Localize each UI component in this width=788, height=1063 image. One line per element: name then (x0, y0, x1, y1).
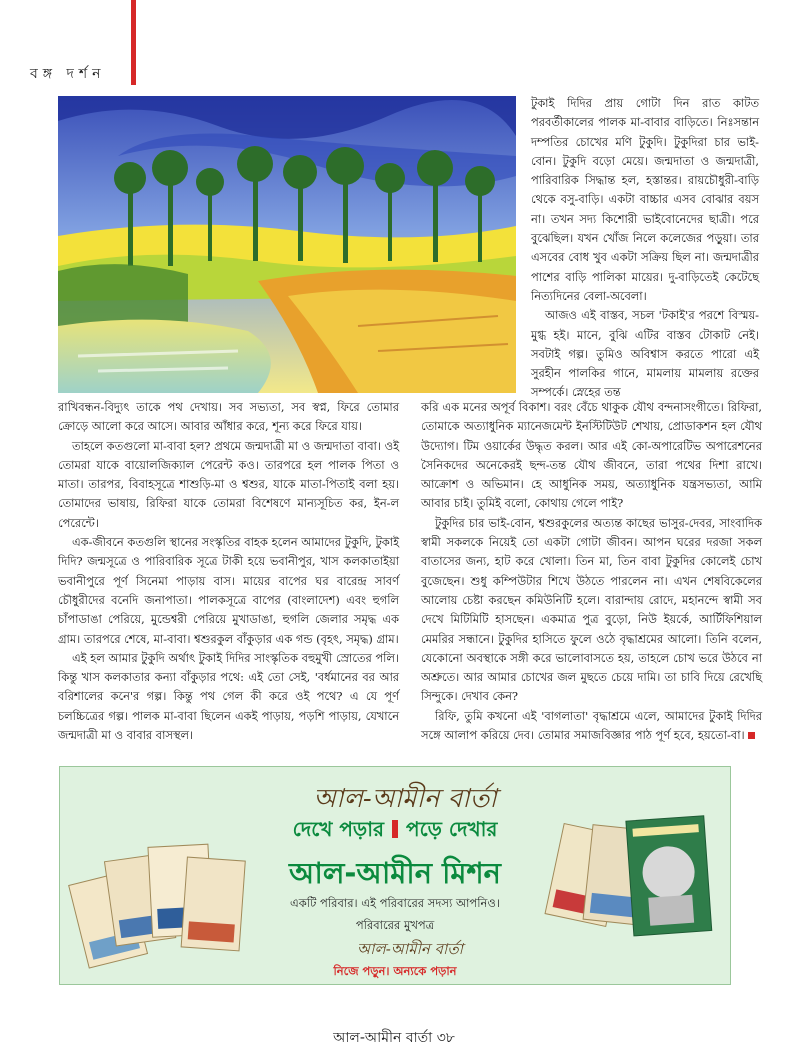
magazine-stack-left (66, 825, 251, 975)
article-right-column (531, 94, 759, 403)
magazine-stack-right (536, 809, 726, 979)
paragraph (421, 707, 762, 746)
article-middle-column (421, 398, 762, 745)
paragraph: এই হল আমার টুকুদি অর্থাৎ টুকাই দিদির সাংস্কৃতিক বহুমুখী স্রোতের পলি। কিন্তু খাস কলকাতার কন্যা বাঁকুড়ার পথে: এই তো সেই, 'বর্ধমানের বর আর বরিশালের কনে'র গল্প। কিন্তু পথ গেল কী করে ওই পথে? এ যে পূর্ণ চলচ্চিত্রের গল্প। পালক মা-বাবা ছিলেন একই পাড়ায়, পড়শি পাড়ায়, যেখানে জন্মদাত্রী মা ও বাবার বাসস্থল। (58, 650, 399, 743)
tagline-separator (392, 820, 398, 838)
tagline-part-2: পড়ে দেখার (406, 817, 498, 841)
paragraph: তাহলে কতগুলো মা-বাবা হল? প্রথমে জন্মদাত্রী মা ও জন্মদাতা বাবা। ওই তোমরা যাকে বায়োলজিক্যাল পেরেন্ট কও। তারপরে হল পালক পিতা ও মাতা। তারপর, বিবাহসূত্রে শাশুড়ি-মা ও শ্বশুর, যাকে মাতা-পিতাই বলা হয়। তোমাদের ভাষায়, রিফিরা যাকে তোমরা বিশেষণে মান্যসূচিত কর, ইন-ল পেরেন্টে। (58, 438, 399, 530)
article-left-column (58, 398, 399, 745)
calligraphy-logo-text: আল-আমীন বার্তা (313, 784, 497, 814)
article-body (58, 398, 763, 745)
ad-line-2: পরিবারের মুখপত্র (355, 918, 435, 932)
watercolor-landscape-painting (58, 96, 516, 393)
page-footer: আল-আমীন বার্তা ৩৮ (333, 1030, 455, 1046)
paragraph: এক-জীবনে কতগুলি স্থানের সংস্কৃতির বাহক হলেন আমাদের টুকুদি, টুকাই দিদি? জন্মসূত্রে ও পারিবারিক সূত্রে টাকী হয়ে ভবানীপুর, খাস কলকাতাইয়া ভবানীপুরে পূর্ণ সিনেমা পাড়ায় বাস। মায়ের বাপের ঘর বারেন্দ্র সাবর্ণ চৌধুরীদের বনেদি জনাপাতা। পালকসূত্রে বাপের (বাংলাদেশ) এবং হুগলি চাঁপাডাঙা পেরিয়ে, মুন্ডেশ্বরী পেরিয়ে মুখাডাঙা, হুগলি জেলার সমৃদ্ধ এক গ্রাম। তারপরে শেষে, মা-বাবা। শ্বশুরকুল বাঁকুড়ার এক গন্ড (বৃহৎ, সমৃদ্ধ) গ্রাম। (58, 535, 399, 646)
calligraphy-logo (255, 777, 555, 817)
ad-line-1: একটি পরিবার। এই পরিবারের সদস্য আপনিও। (290, 896, 500, 910)
ad-slogan: নিজে পড়ুন। অন্যকে পড়ান (333, 964, 457, 978)
end-mark-icon (748, 732, 755, 739)
calligraphy-logo-small (305, 937, 515, 959)
paragraph: আজও এই বাস্তব, সচল 'টকাই'র পরশে বিস্ময়-মুগ্ধ হই। মানে, বুঝি এটির বাস্তব টোকাট নেই। সবটাই গল্প। তুমিও অবিশ্বাস করতে পারো এই সুরহীন পালকির গানে, মামলায় মামলায় রক্তের সম্পর্কে। স্নেহের তন্ত (531, 308, 759, 400)
paragraph: রাখিবন্ধন-বিদ্যুৎ তাকে পথ দেখায়। সব সভ্যতা, সব স্বপ্ন, ফিরে তোমার ক্রোড়ে আলো করে আসে। আবার আঁধার করে, শূন্য করে ফিরে যায়। (58, 400, 399, 434)
mission-title: আল-আমীন মিশন (289, 856, 501, 890)
advertisement-box (59, 766, 731, 985)
calligraphy-logo-small-text: আল-আমীন বার্তা (357, 940, 463, 958)
tagline-part-1: দেখে পড়ার (292, 817, 384, 841)
header-accent-bar (131, 0, 136, 85)
paragraph-text: রিফি, তুমি কখনো এই 'বাগলাতা' বৃদ্ধাশ্রমে এলে, আমাদের টুকাই দিদির সঙ্গে আলাপ করিয়ে দেব। তোমার সমাজবিজ্ঞার পাঠ পূর্ণ হবে, হয়তো-বা। (421, 708, 762, 743)
paragraph: টুকাই দিদির প্রায় গোটা দিন রাত কাটত পরবর্তীকালের পালক মা-বাবার বাড়িতে। নিঃসন্তান দম্পতির চোখের মণি টুকুদি। টুকুদিরা চার ভাই-বোন। টুকুদি বড়ো মেয়ে। জন্মদাতা ও জন্মদাত্রী, পারিবারিক সিদ্ধান্ত হল, হস্তান্তর। রায়চৌধুরী-বাড়ি থেকে বসু-বাড়ি। একটা বাচ্চার এসব বোঝার বয়স না। তখন সদ্য কিশোরী ভাইবোনেদের ছাত্রী। পরে বুঝেছিল। যখন খোঁজ নিলে কলেজের পড়ুয়া। তার এসবের বোধ খুব একটা সক্রিয় ছিল না। জন্মদাত্রীর পাশের বাড়ি পালিকা মায়ের। দু-বাড়িতেই কেটেছে নিত্যদিনের বেলা-অবেলা। (531, 96, 759, 303)
paragraph: করি এক মনের অপূর্ব বিকাশ। বরং বেঁচে থাকুক যৌথ বন্দনাসংগীতে। রিফিরা, তোমাকে অত্যাধুনিক ম্যানেজমেন্ট ইনস্টিটিউট শেখায়, প্রোডাকশন হল যৌথ উদ্যোগ। টিম ওয়ার্কের উদ্ধৃত করল। আর এই কো-অপারেটিভ অপারেশনের সৈনিকদের অনেকেরই ছন্দ-তন্ত যৌথ জীবনে, তারা পথের দিশা রাখে। আক্রোশ ও অভিমান। হে আধুনিক সময়, অত্যাধুনিক যন্ত্রসভ্যতা, আমি আবার চাই। তুমিই বলো, কোথায় গেলে পাই? (421, 400, 762, 511)
paragraph: টুকুদির চার ভাই-বোন, শ্বশুরকুলের অত্যন্ত কাছের ভাসুর-দেবর, সাংবাদিক স্বামী সকলকে নিয়েই তো একটা গোটা জীবন। আপন ঘরের দরজা সকল বাতাসের জন্য, হাট করে খোলা। তিন মা, তিন বাবা টুকুদির কোলেই চোখ বুজেছেন। শুধু কম্পিউটার শিখে উঠতে পারলেন না। এখন শেষবিকেলের আলোয় চেষ্টা করছেন কমিউনিটি হলে। বারান্দায় রোদে, মহানন্দে স্বামী সব দেখে মিটিমিটি হাসছেন। একমাত্র পুত্র বুড়ো, নিউ ইয়র্কে, আর্টিফিশিয়াল মেমরির সন্ধানে। টুকুদির হাসিতে ফুলে ওঠে বৃদ্ধাশ্রমের আলো। তিনি বলেন, যেকোনো অবস্থাকে সঙ্গী করে ভালোবাসতে হয়, তাহলে চোখ ভরে উঠবে না অশ্রুতে। আর আমার চোখের জল মুছতে চেয়ে দামি। তা চাবি দিয়ে রেখেছি সিন্দুকে। দেখাব কেন? (421, 515, 762, 704)
section-label: বঙ্গ দর্শন (30, 66, 106, 82)
